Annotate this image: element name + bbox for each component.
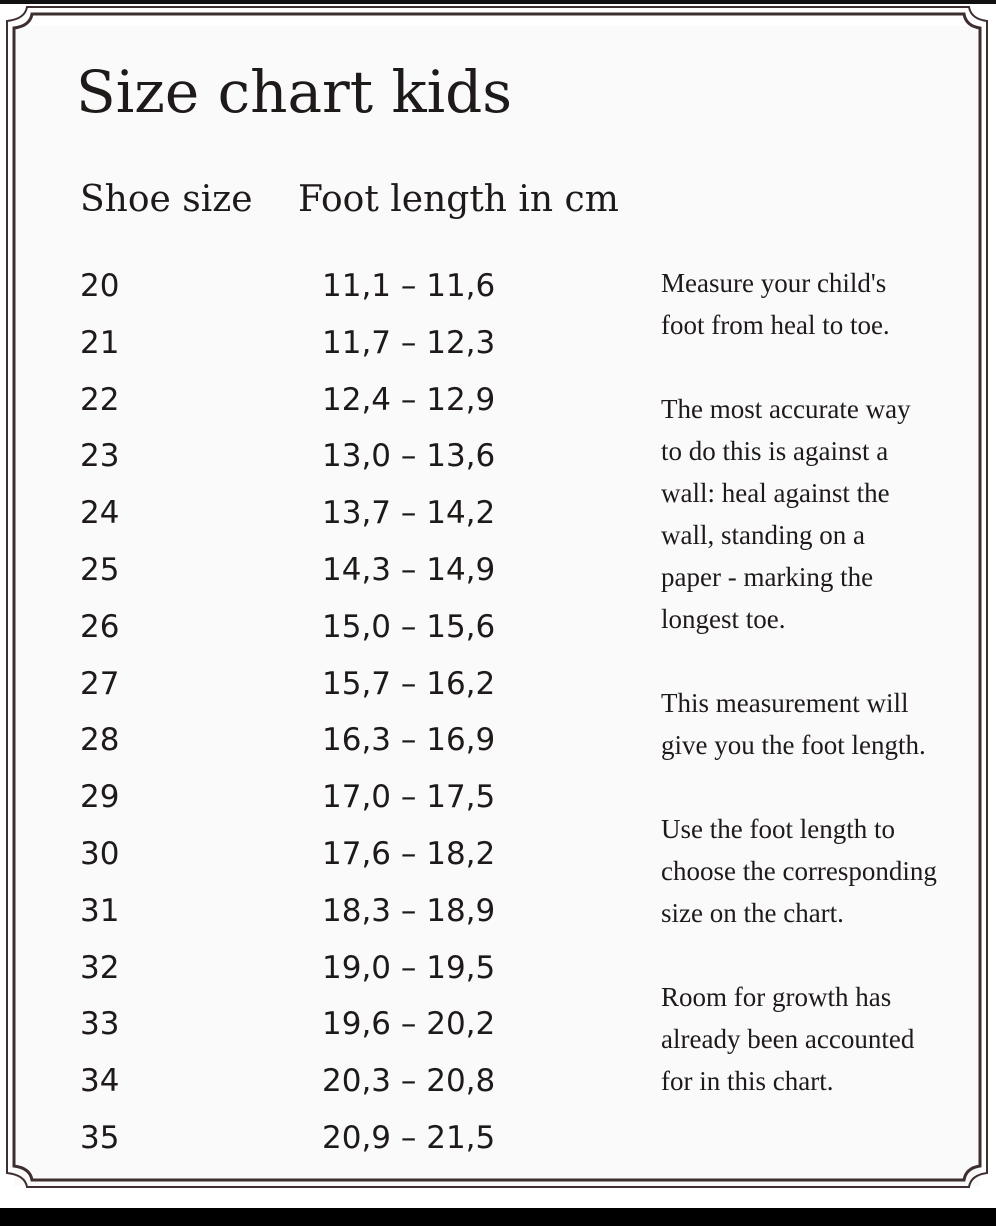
shoe-size-cell: 34 <box>80 1063 120 1100</box>
shoe-size-cell: 25 <box>80 551 120 588</box>
shoe-size-header: Shoe size <box>80 179 253 220</box>
shoe-size-cell: 30 <box>80 835 120 872</box>
table-row <box>0 769 640 826</box>
table-row <box>0 826 640 883</box>
table-row <box>0 599 640 656</box>
shoe-size-cell: 23 <box>80 438 120 475</box>
shoe-size-cell: 24 <box>80 495 120 532</box>
instruction-paragraph: Measure your child's foot from heal to toe. <box>661 268 890 340</box>
table-row <box>0 1053 640 1110</box>
foot-length-cell: 16,3 – 16,9 <box>322 722 496 759</box>
shoe-size-cell: 27 <box>80 665 120 702</box>
table-row <box>0 996 640 1053</box>
foot-length-cell: 20,9 – 21,5 <box>322 1119 496 1156</box>
shoe-size-cell: 20 <box>80 268 120 304</box>
instruction-paragraph: The most accurate way to do this is against a wall: heal against the wall, standing on a paper - marking the longest toe. <box>661 394 911 634</box>
table-row <box>0 883 640 940</box>
foot-length-cell: 12,4 – 12,9 <box>322 381 496 418</box>
foot-length-cell: 15,0 – 15,6 <box>322 608 496 645</box>
shoe-size-cell: 31 <box>80 892 120 929</box>
foot-length-cell: 11,7 – 12,3 <box>322 324 496 361</box>
table-row <box>0 542 640 599</box>
measurement-instructions <box>661 262 971 1144</box>
bottom-bar <box>0 1208 996 1226</box>
foot-length-cell: 13,7 – 14,2 <box>322 495 496 532</box>
foot-length-cell: 15,7 – 16,2 <box>322 665 496 702</box>
shoe-size-cell: 29 <box>80 779 120 816</box>
shoe-size-cell: 28 <box>80 722 120 759</box>
shoe-size-cell: 35 <box>80 1119 120 1156</box>
table-row <box>0 940 640 997</box>
foot-length-cell: 11,1 – 11,6 <box>322 268 496 304</box>
foot-length-cell: 17,6 – 18,2 <box>322 835 496 872</box>
shoe-size-cell: 32 <box>80 949 120 986</box>
instruction-paragraph: Room for growth has already been accounted for in this chart. <box>661 982 915 1096</box>
foot-length-header: Foot length in cm <box>298 179 619 220</box>
instruction-paragraph: This measurement will give you the foot length. <box>661 688 926 760</box>
foot-length-cell: 14,3 – 14,9 <box>322 551 496 588</box>
foot-length-cell: 19,6 – 20,2 <box>322 1006 496 1043</box>
shoe-size-cell: 33 <box>80 1006 120 1043</box>
table-row <box>0 1110 640 1167</box>
foot-length-cell: 18,3 – 18,9 <box>322 892 496 929</box>
size-table <box>0 258 640 1167</box>
shoe-size-cell: 22 <box>80 381 120 418</box>
foot-length-cell: 17,0 – 17,5 <box>322 779 496 816</box>
page-title: Size chart kids <box>76 58 513 126</box>
instruction-paragraph: Use the foot length to choose the corresponding size on the chart. <box>661 814 937 928</box>
table-row <box>0 372 640 429</box>
table-row <box>0 315 640 372</box>
shoe-size-cell: 26 <box>80 608 120 645</box>
foot-length-cell: 20,3 – 20,8 <box>322 1063 496 1100</box>
table-row <box>0 485 640 542</box>
table-row <box>0 656 640 713</box>
foot-length-cell: 19,0 – 19,5 <box>322 949 496 986</box>
table-row <box>0 712 640 769</box>
table-row <box>0 428 640 485</box>
foot-length-cell: 13,0 – 13,6 <box>322 438 496 475</box>
shoe-size-cell: 21 <box>80 324 120 361</box>
table-row <box>0 258 640 315</box>
